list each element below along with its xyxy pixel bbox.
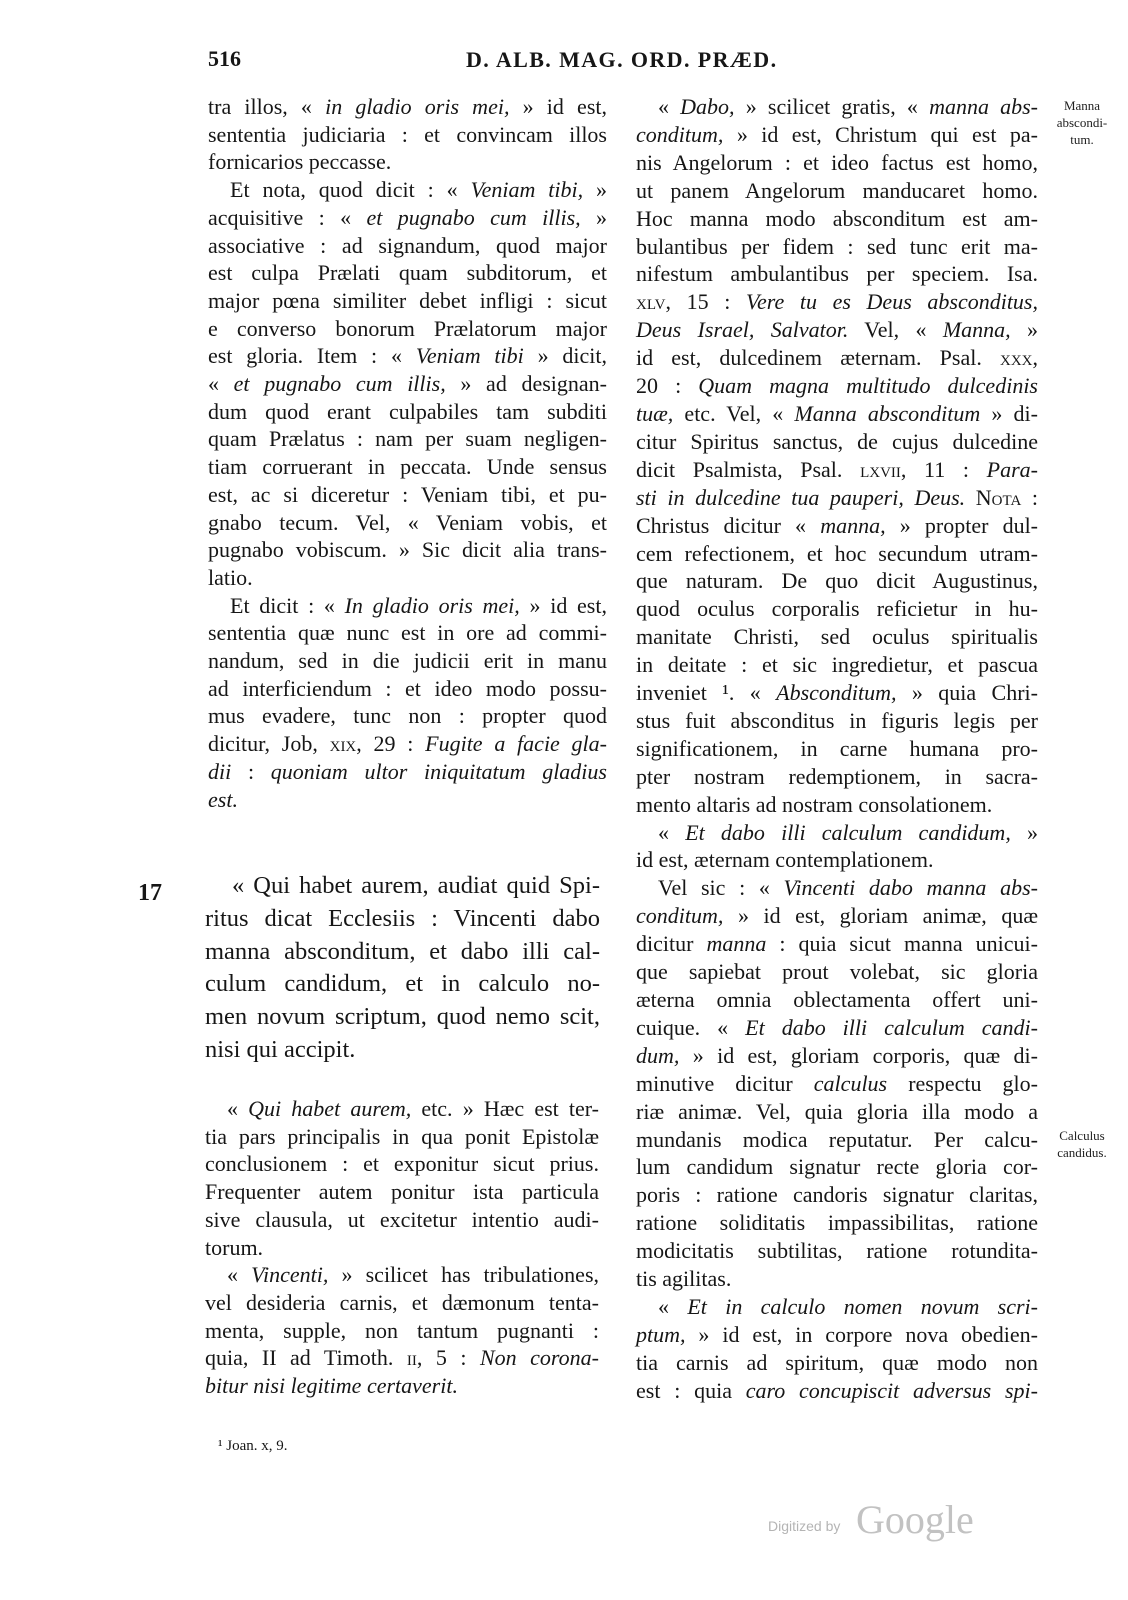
text-line [636, 986, 1038, 1014]
text-line [636, 819, 1038, 847]
roman-text: torum. [205, 1234, 264, 1260]
italic-text: est. [208, 786, 238, 812]
text-line [205, 1344, 599, 1372]
roman-text: Vel sic : « [658, 875, 784, 901]
roman-text: dicitur, Job, [208, 731, 330, 757]
text-line [636, 1265, 1038, 1293]
roman-text: pugnabo vobiscum. » Sic dicit alia trans- [208, 537, 607, 563]
text-line [205, 1095, 599, 1123]
text-line [205, 1001, 600, 1034]
margin-note-manna [1046, 97, 1118, 148]
roman-text: que naturam. De quo dicit Augustinus, [636, 568, 1038, 594]
text-line [636, 1070, 1038, 1098]
text-line [636, 177, 1038, 205]
italic-text: Manna, [942, 317, 1011, 343]
text-line [636, 484, 1038, 512]
roman-text: id est, æternam contemplationem. [636, 847, 934, 873]
text-line [636, 735, 1038, 763]
text-line [636, 1293, 1038, 1321]
roman-text: culum candidum, et in calculo no- [205, 970, 600, 998]
roman-text: cem refectionem, et hoc secundum utram- [636, 540, 1038, 566]
italic-text: Para- [986, 456, 1038, 482]
roman-text: » [1010, 819, 1039, 845]
small-caps-text: ii [406, 1345, 417, 1371]
roman-text: Hoc manna modo absconditum est am- [636, 205, 1038, 231]
text-line [208, 121, 607, 149]
roman-text: 20 : [636, 373, 699, 399]
italic-text: manna, [820, 512, 886, 538]
margin-note-line: Manna [1063, 98, 1101, 113]
roman-text: : [1021, 484, 1039, 510]
scripture-verse [205, 870, 600, 1067]
roman-text: manitate Christi, sed oculus spiritualis [636, 624, 1038, 650]
page-number: 516 [208, 46, 241, 71]
small-caps-text: xlv [636, 289, 666, 315]
roman-text: mus evadere, tunc non : propter quod [208, 703, 607, 729]
text-line [636, 1321, 1038, 1349]
roman-text: poris : ratione candoris signatur claritas, [636, 1182, 1038, 1208]
roman-text: citur Spiritus sanctus, de cujus dulcedine [636, 428, 1038, 454]
italic-text: manna [706, 931, 767, 957]
roman-text: tra illos, « [208, 94, 326, 119]
text-line [205, 1178, 599, 1206]
commentary-left-top [208, 93, 607, 813]
text-line [636, 456, 1038, 484]
italic-text: Dabo, [680, 94, 735, 119]
text-line [208, 702, 607, 730]
roman-text: menta, supple, non tantum pugnanti : [205, 1317, 599, 1343]
roman-text: est : quia [636, 1377, 746, 1403]
roman-text: associative : ad signandum, quod major [208, 232, 607, 258]
small-caps-text: Nota [975, 484, 1022, 510]
roman-text: tia pars principalis in qua ponit Epistolæ [205, 1123, 599, 1149]
text-line [208, 204, 607, 232]
italic-text: conditum, [636, 903, 724, 929]
text-line [205, 903, 600, 936]
italic-text: bitur nisi legitime certaverit. [205, 1373, 458, 1399]
small-caps-text: lxvii [860, 456, 901, 482]
text-line [636, 1209, 1038, 1237]
margin-note-line: Calculus [1059, 1128, 1105, 1143]
margin-note-line: abscondi- [1056, 115, 1108, 130]
text-line [636, 1042, 1038, 1070]
italic-text: dii [208, 758, 232, 784]
italic-text: Non corona- [479, 1345, 599, 1371]
roman-text: conclusionem : et exponitur sicut prius. [205, 1151, 599, 1177]
roman-text: , 11 : [900, 456, 987, 482]
roman-text: vel desideria carnis, et dæmonum tenta- [205, 1289, 599, 1315]
roman-text: mento altaris ad nostram consolationem. [636, 791, 993, 817]
roman-text: » id est, in corpore nova obedien- [685, 1321, 1038, 1347]
text-line [208, 453, 607, 481]
text-line [205, 1234, 599, 1262]
roman-text: , 15 : [665, 289, 746, 315]
roman-text: , 29 : [356, 731, 426, 757]
text-line [636, 288, 1038, 316]
roman-text: quia, II ad Timoth. [205, 1345, 407, 1371]
roman-text: cuique. « [636, 1014, 746, 1040]
roman-text: » quia Chri- [896, 680, 1038, 706]
italic-text: Vere tu es Deus absconditus, [745, 289, 1038, 315]
italic-text: Deus Israel, Salvator. [636, 317, 849, 343]
margin-note-line: tum. [1070, 132, 1094, 147]
text-line [208, 232, 607, 260]
italic-text: Et dabo illi calculum candidum, [685, 819, 1011, 845]
text-line [208, 592, 607, 620]
roman-text: est, ac si diceretur : Veniam tibi, et pu- [208, 481, 607, 507]
roman-text: » [583, 177, 607, 203]
italic-text: Veniam tibi, [470, 177, 584, 203]
roman-text: gnabo tecum. Vel, « Veniam vobis, et [208, 509, 607, 535]
text-line [205, 1150, 599, 1178]
digitized-by-label: Digitized by [768, 1518, 841, 1534]
roman-text: ritus dicat Ecclesiis : Vincenti dabo [205, 904, 600, 932]
text-line [636, 1237, 1038, 1265]
roman-text: » [580, 204, 608, 230]
text-line [636, 902, 1038, 930]
italic-text: Manna absconditum [794, 400, 981, 426]
text-line [636, 623, 1038, 651]
text-line [208, 176, 607, 204]
roman-text: dum quod erant culpabiles tam subditi [208, 398, 607, 424]
italic-text: Vincenti dabo manna abs- [783, 875, 1038, 901]
roman-text: « [658, 94, 681, 119]
text-line [208, 398, 607, 426]
italic-text: Absconditum, [776, 680, 897, 706]
roman-text: respectu glo- [887, 1070, 1038, 1096]
text-line [208, 647, 607, 675]
italic-text: dum, [636, 1042, 680, 1068]
roman-text: dicitur [636, 931, 707, 957]
roman-text: ut panem Angelorum manducaret homo. [636, 177, 1038, 203]
text-line [636, 1126, 1038, 1154]
roman-text: « Qui habet aurem, audiat quid Spi- [232, 872, 600, 899]
roman-text: nandum, sed in die judicii erit in manu [208, 648, 607, 674]
text-line [205, 1123, 599, 1151]
roman-text: « [658, 819, 686, 845]
italic-text: Et in calculo nomen novum scri- [687, 1293, 1038, 1319]
text-line [636, 1377, 1038, 1405]
margin-note-line: candidus. [1057, 1145, 1107, 1160]
roman-text: Vel, « [848, 317, 943, 343]
roman-text: pter nostram redemptionem, in sacra- [636, 763, 1038, 789]
small-caps-text: xix [329, 731, 357, 757]
roman-text: significationem, in carne humana pro- [636, 735, 1038, 761]
text-line [636, 651, 1038, 679]
text-line [636, 958, 1038, 986]
italic-text: et pugnabo cum illis, [233, 371, 446, 397]
text-line [636, 679, 1038, 707]
text-line [205, 1206, 599, 1234]
italic-text: et pugnabo cum illis, [366, 204, 581, 230]
text-line [636, 1349, 1038, 1377]
text-line [208, 342, 607, 370]
text-line [205, 1034, 600, 1067]
text-line [205, 936, 600, 969]
text-line [208, 315, 607, 343]
text-line [208, 758, 607, 786]
text-line [208, 93, 607, 121]
roman-text: » ad designan- [445, 371, 608, 397]
roman-text: que sapiebat prout volebat, sic gloria [636, 959, 1038, 985]
roman-text: » scilicet has tribulationes, [328, 1262, 600, 1288]
google-watermark: Google [856, 1497, 974, 1542]
text-line [636, 930, 1038, 958]
italic-text: manna abs- [929, 94, 1039, 119]
text-line [208, 730, 607, 758]
roman-text: stus fuit absconditus in figuris legis per [636, 707, 1038, 733]
italic-text: ptum, [636, 1321, 686, 1347]
roman-text: latio. [208, 564, 253, 590]
roman-text: sententia quæ nunc est in ore ad commi- [208, 620, 607, 646]
text-line [636, 707, 1038, 735]
text-line [636, 372, 1038, 400]
text-line [636, 1098, 1038, 1126]
roman-text: tiam corruerant in peccata. Unde sensus [208, 454, 607, 480]
italic-text: caro concupiscit adversus spi- [745, 1377, 1038, 1403]
roman-text: Et dicit : « [230, 592, 345, 618]
text-line [636, 540, 1038, 568]
text-line [636, 595, 1038, 623]
roman-text: etc. Vel, « [673, 400, 795, 426]
text-line [208, 481, 607, 509]
italic-text: Vincenti, [251, 1262, 329, 1288]
text-line [636, 400, 1038, 428]
text-line [208, 370, 607, 398]
roman-text: id est, dulcedinem æternam. Psal. [636, 345, 1000, 371]
roman-text: » id est, [509, 94, 607, 119]
text-line [208, 509, 607, 537]
roman-text: tis agilitas. [636, 1266, 732, 1292]
roman-text: , [1032, 345, 1038, 371]
italic-text: sti in dulcedine tua pauperi, Deus. [636, 484, 966, 510]
italic-text: Fugite a facie gla- [425, 731, 607, 757]
text-line [205, 1372, 599, 1400]
roman-text: acquisitive : « [208, 204, 367, 230]
footnote: ¹ Joan. x, 9. [218, 1438, 288, 1454]
italic-text: Qui habet aurem, [248, 1096, 412, 1121]
text-line [208, 536, 607, 564]
text-line [636, 149, 1038, 177]
roman-text: modicitatis subtilitas, ratione rotundita- [636, 1238, 1038, 1264]
text-line [636, 791, 1038, 819]
text-line [636, 428, 1038, 456]
roman-text: men novum scriptum, quod nemo scit, [205, 1003, 600, 1031]
text-line [636, 260, 1038, 288]
commentary-left-bottom [205, 1095, 599, 1400]
roman-text: in deitate : et sic ingredietur, et pascua [636, 652, 1038, 678]
italic-text: In gladio oris mei, [344, 592, 520, 618]
roman-text: sententia judiciaria : et convincam illos [208, 121, 607, 147]
text-line [636, 874, 1038, 902]
text-line [208, 259, 607, 287]
text-line [205, 1261, 599, 1289]
roman-text: « [227, 1096, 249, 1121]
text-line [636, 1014, 1038, 1042]
text-line [205, 968, 600, 1001]
roman-text: mundanis modica reputatur. Per calcu- [636, 1126, 1038, 1152]
italic-text: calculus [813, 1070, 888, 1096]
commentary-right-column [636, 93, 1038, 1405]
text-line [636, 1153, 1038, 1181]
text-line [208, 287, 607, 315]
roman-text: minutive dicitur [636, 1070, 814, 1096]
roman-text: Frequenter autem ponitur ista particula [205, 1179, 599, 1205]
italic-text: conditum, [636, 121, 724, 147]
italic-text: quoniam ultor iniquitatum gladius [270, 758, 607, 784]
text-line [208, 619, 607, 647]
roman-text: e converso bonorum Prælatorum major [208, 315, 607, 341]
roman-text: nisi qui accipit. [205, 1035, 356, 1063]
roman-text: æterna omnia oblectamenta offert uni- [636, 987, 1038, 1012]
roman-text: quam Prælatus : nam per suam negligen- [208, 426, 607, 452]
margin-note-calculus [1046, 1127, 1118, 1161]
roman-text: riæ animæ. Vel, quia gloria illa modo a [636, 1098, 1038, 1124]
text-line [208, 675, 607, 703]
roman-text: » propter dul- [885, 512, 1039, 538]
roman-text: : quia sicut manna unicui- [766, 931, 1038, 957]
roman-text: , 5 : [416, 1345, 480, 1371]
roman-text: fornicarios peccasse. [208, 149, 392, 175]
roman-text: etc. » Hæc est ter- [411, 1096, 600, 1121]
roman-text: » id est, Christum qui est pa- [723, 121, 1038, 147]
roman-text: » id est, gloriam corporis, quæ di- [679, 1042, 1038, 1068]
verse-number: 17 [138, 880, 162, 906]
text-line [205, 1317, 599, 1345]
roman-text: dicit Psalmista, Psal. [636, 456, 861, 482]
small-caps-text: xxx [1000, 345, 1033, 371]
roman-text: tia carnis ad spiritum, quæ modo non [636, 1349, 1038, 1375]
roman-text: » scilicet gratis, « [734, 94, 930, 119]
text-line [636, 763, 1038, 791]
roman-text: quod oculus corporalis reficietur in hu- [636, 596, 1038, 622]
roman-text [965, 485, 976, 510]
text-line [636, 93, 1038, 121]
roman-text: » id est, gloriam animæ, quæ [723, 903, 1038, 929]
italic-text: tuæ, [636, 400, 674, 426]
roman-text: Christus dicitur « [636, 512, 821, 538]
text-line [636, 121, 1038, 149]
roman-text: nis Angelorum : et ideo factus est homo, [636, 149, 1038, 175]
text-line [636, 846, 1038, 874]
roman-text: bulantibus per fidem : sed tunc erit ma- [636, 233, 1038, 259]
text-line [205, 1289, 599, 1317]
roman-text: sive clausula, ut excitetur intentio audi- [205, 1206, 599, 1232]
roman-text: « [208, 371, 234, 397]
text-line [208, 425, 607, 453]
text-line [636, 316, 1038, 344]
roman-text: » di- [980, 400, 1038, 426]
roman-text: » [1010, 317, 1039, 343]
italic-text: Et dabo illi calculum candi- [745, 1014, 1038, 1040]
roman-text: « [658, 1293, 688, 1319]
text-line [205, 870, 600, 903]
roman-text: inveniet ¹. « [636, 680, 777, 706]
text-line [208, 786, 607, 814]
roman-text: lum candidum signatur recte gloria cor- [636, 1154, 1038, 1180]
text-line [636, 344, 1038, 372]
roman-text: est culpa Prælati quam subditorum, et [208, 260, 607, 286]
text-line [636, 1181, 1038, 1209]
roman-text: Et nota, quod dicit : « [230, 177, 471, 203]
roman-text: » id est, [519, 592, 607, 618]
italic-text: Quam magna multitudo dulcedinis [698, 373, 1038, 399]
roman-text: manna absconditum, et dabo illi cal- [205, 937, 600, 965]
text-line [636, 567, 1038, 595]
roman-text: nifestum ambulantibus per speciem. Isa. [636, 261, 1038, 287]
text-line [636, 233, 1038, 261]
text-line [636, 512, 1038, 540]
roman-text: est gloria. Item : « [208, 343, 416, 369]
running-title: D. ALB. MAG. ORD. PRÆD. [466, 47, 778, 72]
text-line [636, 205, 1038, 233]
italic-text: Veniam tibi [415, 343, 524, 369]
roman-text: : [231, 758, 271, 784]
text-line [208, 148, 607, 176]
roman-text: major pœna similiter debet infligi : sicut [208, 287, 607, 313]
roman-text: » dicit, [523, 343, 607, 369]
roman-text: « [227, 1262, 252, 1288]
text-line [208, 564, 607, 592]
roman-text: ad interficiendum : et ideo modo possu- [208, 675, 607, 701]
italic-text: in gladio oris mei, [325, 94, 510, 119]
roman-text: ratione soliditatis impassibilitas, ratione [636, 1210, 1038, 1236]
